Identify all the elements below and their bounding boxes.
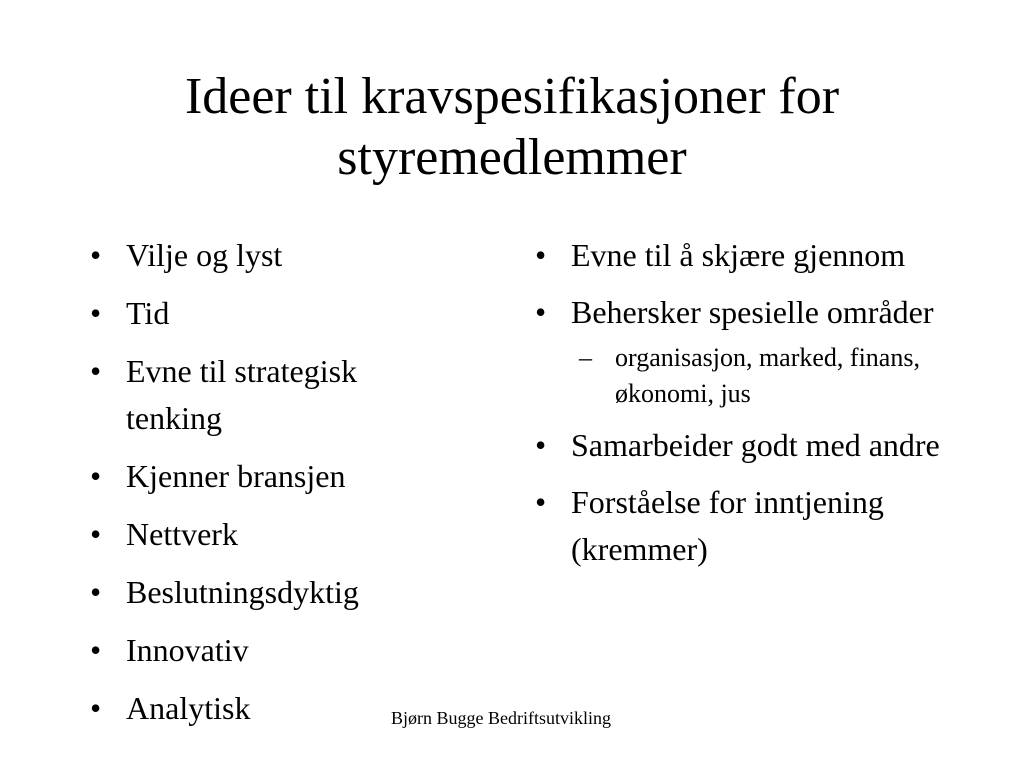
bullet-item-vilje-og-lyst: • Vilje og lyst — [90, 232, 460, 279]
sub-bullet-list — [535, 340, 950, 412]
bullet-item-kjenner-bransjen: • Kjenner bransjen — [90, 453, 460, 500]
bullet-item-analytisk: • Analytisk — [90, 685, 460, 732]
bullet-item-samarbeider: • Samarbeider godt med andre — [535, 422, 950, 469]
bullet-item-innovativ: • Innovativ — [90, 627, 460, 674]
sub-bullet-item-omrader: – organisasjon, marked, finans, økonomi, jus — [535, 340, 950, 412]
bullet-item-nettverk: • Nettverk — [90, 511, 460, 558]
slide-title-line-2: styremedlemmer — [337, 129, 687, 186]
bullet-item-spesielle-omrader: • Behersker spesielle områder — [535, 289, 950, 336]
right-bullet-list — [535, 232, 950, 583]
slide-title-line-1: Ideer til kravspesifikasjoner for — [184, 68, 840, 125]
left-bullet-list — [90, 232, 460, 743]
bullet-item-beslutningsdyktig: • Beslutningsdyktig — [90, 569, 460, 616]
bullet-item-inntjening: • Forståelse for inntjening (kremmer) — [535, 479, 950, 573]
slide-title — [0, 66, 1024, 188]
slide-footer: Bjørn Bugge Bedriftsutvikling — [391, 708, 611, 728]
bullet-item-skjaere-gjennom: • Evne til å skjære gjennom — [535, 232, 950, 279]
bullet-item-tid: • Tid — [90, 290, 460, 337]
bullet-item-strategisk-tenking: • Evne til strategisk tenking — [90, 348, 460, 442]
